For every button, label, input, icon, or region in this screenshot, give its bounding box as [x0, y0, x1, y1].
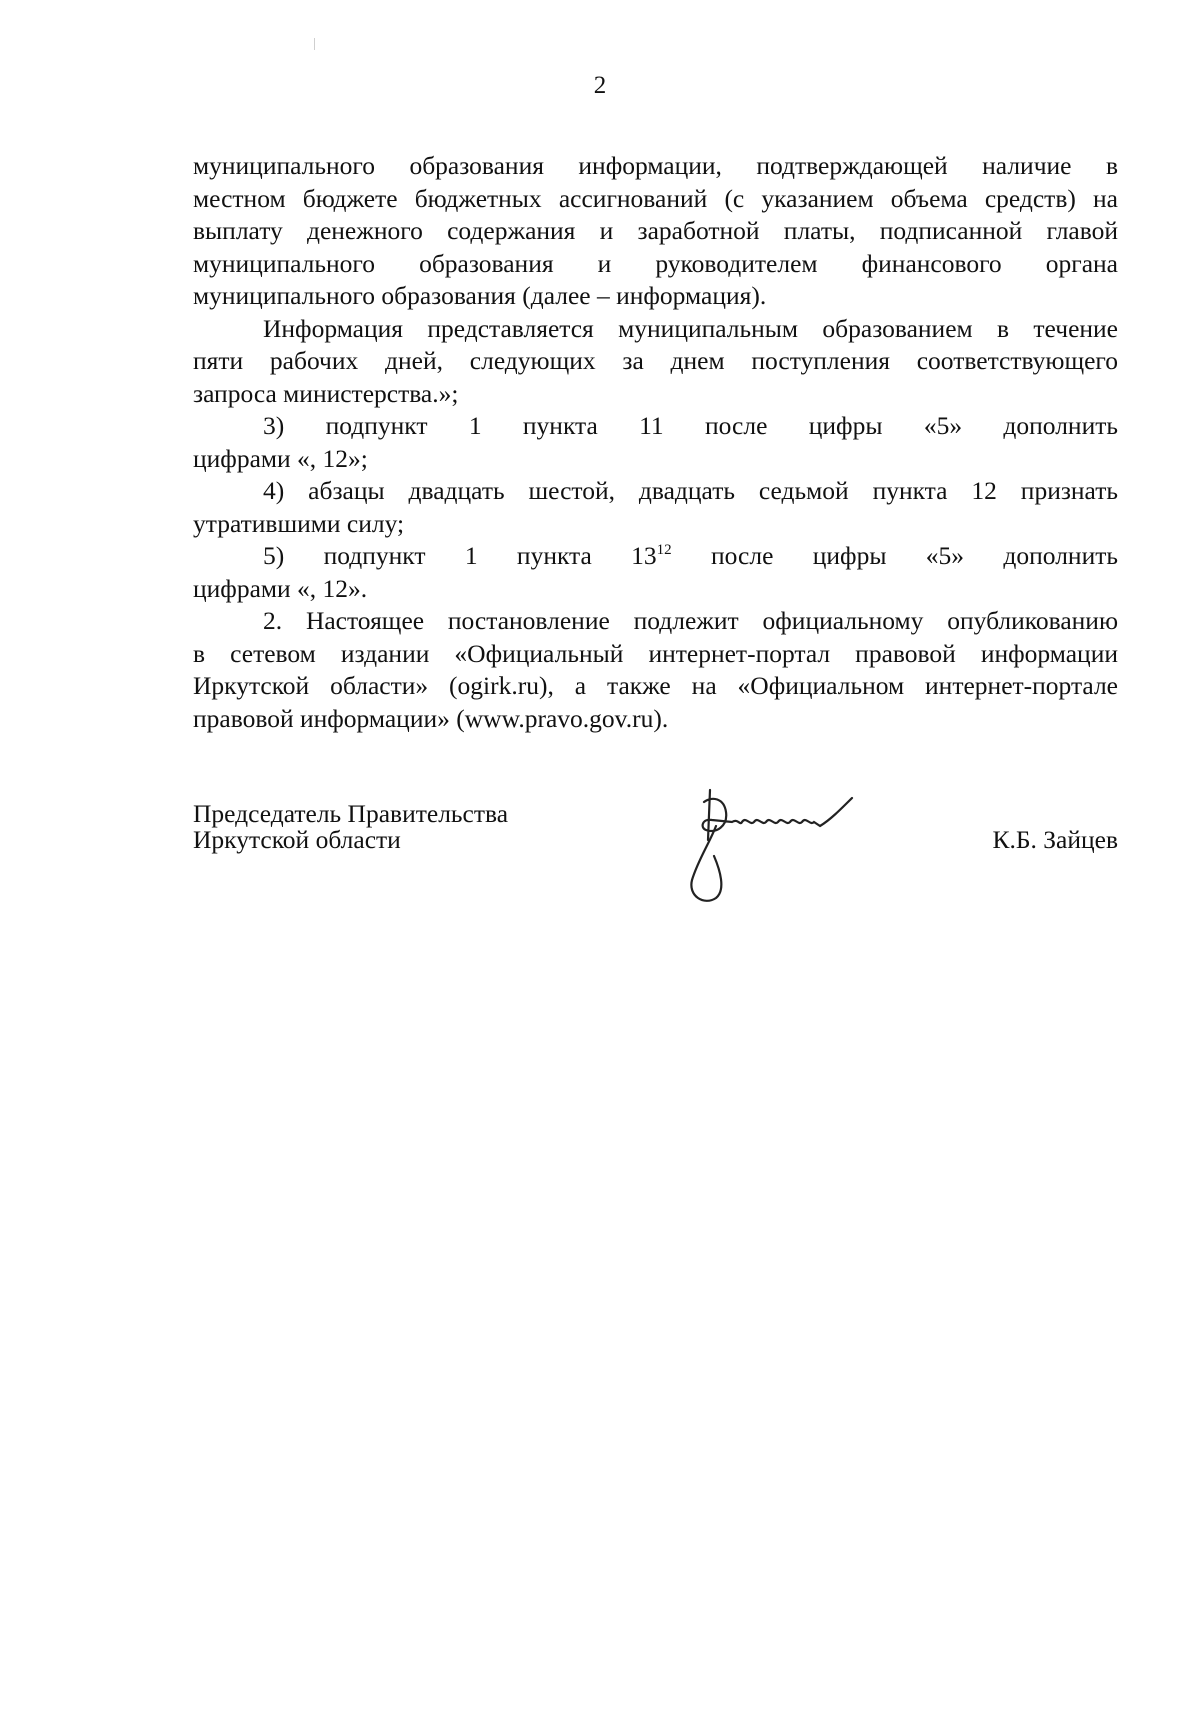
body-line [193, 540, 1118, 573]
body-line-text: 5) подпункт 1 пункта 13 [263, 541, 657, 570]
body-line: утратившими силу; [193, 508, 405, 538]
superscript: 12 [656, 542, 672, 558]
body-line: 4) абзацы двадцать шестой, двадцать седьмой пункта 12 признать [263, 476, 1118, 505]
document-body [193, 150, 1118, 735]
body-line: Информация представляется муниципальным образованием в течение [263, 313, 1118, 343]
body-line: выплату денежного содержания и заработной платы, подписанной главой [193, 216, 1118, 245]
body-line: 3) подпункт 1 пункта 11 после цифры «5» дополнить [263, 411, 1118, 440]
signatory-name: К.Б. Зайцев [992, 825, 1118, 854]
body-line: муниципального образования и руководителем финансового органа [193, 248, 1118, 278]
body-line: местном бюджете бюджетных ассигнований (с указанием объема средств) на [193, 183, 1118, 213]
body-line: в сетевом издании «Официальный интернет-портал правовой информации [193, 638, 1118, 668]
body-line: правовой информации» (www.pravo.gov.ru). [193, 703, 669, 733]
scan-artifact [314, 38, 315, 50]
body-line: цифрами «, 12». [193, 573, 368, 603]
body-line: запроса министерства.»; [193, 378, 459, 408]
handwritten-signature [680, 780, 920, 910]
body-line-text-after: после цифры «5» дополнить [671, 541, 1118, 570]
signatory-position [193, 801, 508, 853]
body-line: муниципального образования (далее – информация). [193, 281, 767, 310]
body-line: Иркутской области» (ogirk.ru), а также на «Официальном интернет-портале [193, 671, 1118, 700]
signatory-position-line-1: Председатель Правительства [193, 799, 509, 828]
signatory-position-line-2: Иркутской области [193, 825, 401, 854]
body-line: цифрами «, 12»; [193, 443, 368, 473]
body-line: 2. Настоящее постановление подлежит официальному опубликованию [263, 606, 1118, 635]
page-number: 2 [593, 72, 607, 99]
body-line: муниципального образования информации, подтверждающей наличие в [193, 151, 1118, 180]
body-line: пяти рабочих дней, следующих за днем поступления соответствующего [193, 346, 1118, 375]
